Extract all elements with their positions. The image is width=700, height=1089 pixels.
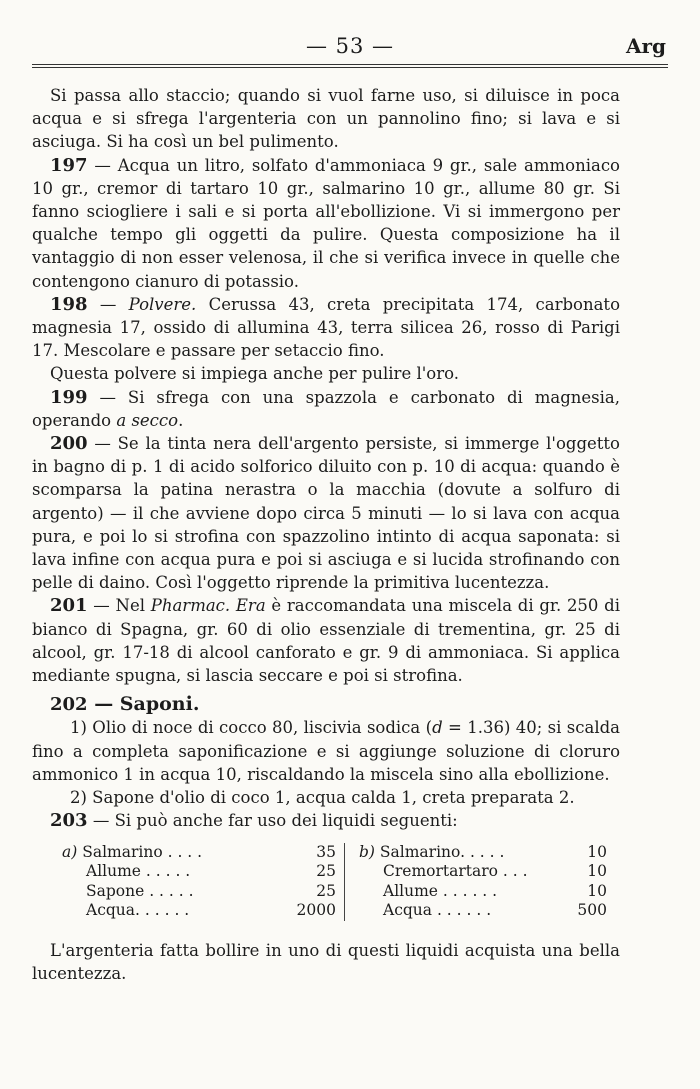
entry-text: — Si sfrega con una spazzola e carbonato di magnesia, operando — [32, 387, 620, 430]
soap-item-1 — [32, 716, 620, 786]
item-text: 1) Olio di noce di cocco 80, liscivia sodica ( — [70, 718, 433, 738]
page-header — [32, 30, 668, 64]
entry-200 — [32, 432, 620, 594]
density-symbol: d — [432, 718, 443, 738]
ingredient-value: 25 — [316, 862, 336, 880]
item-text: = 1.36) 40; si scalda fino a completa saponificazione e si aggiunge soluzione di cloruro ammonico 1 in acqua 10, riscaldando la miscela sino alla ebollizione. — [32, 718, 621, 784]
recipe-row — [359, 882, 607, 902]
recipe-row — [62, 843, 336, 863]
entry-199 — [32, 386, 620, 432]
entry-number: 199 — [50, 386, 88, 408]
ingredient-name: Salmarino — [82, 842, 163, 861]
entry-text: — Si può anche far uso dei liquidi seguenti: — [87, 811, 458, 831]
recipe-row — [62, 882, 336, 902]
ingredient-name: Allume — [86, 862, 141, 880]
ingredient-value: 25 — [316, 881, 336, 900]
leader-dots: . . . . . . — [437, 881, 498, 900]
entry-title: Polvere. — [128, 294, 197, 314]
running-head: Arg — [625, 34, 666, 58]
entry-emphasis: Pharmac. Era — [150, 596, 266, 616]
header-rule — [32, 64, 668, 65]
entry-pre: — Nel — [87, 596, 151, 616]
leader-dots: . . . . . . — [432, 901, 492, 919]
entry-number: 198 — [50, 293, 88, 315]
ingredient-name: Salmarino — [379, 842, 461, 861]
ingredient-name: Acqua — [86, 901, 136, 919]
recipe-row — [359, 862, 607, 882]
section-title: — Saponi. — [87, 693, 200, 716]
ingredient-name: Acqua — [383, 901, 433, 919]
soap-item-2: 2) Sapone d'olio di coco 1, acqua calda 1, creta preparata 2. — [70, 788, 575, 808]
entry-197 — [32, 154, 620, 293]
recipe-label: b) — [359, 842, 375, 861]
leader-dots: . . . . . . — [135, 901, 190, 919]
page-number: — 53 — — [305, 34, 395, 58]
ingredient-name: Sapone — [86, 881, 145, 900]
entry-dash: — — [87, 294, 129, 314]
entry-number: 201 — [50, 595, 88, 617]
ingredient-name: Allume — [383, 881, 438, 900]
recipe-row — [62, 901, 336, 921]
entry-202-heading — [32, 693, 620, 716]
recipe-row — [359, 843, 607, 863]
entry-end: . — [178, 410, 184, 430]
soap-items — [32, 716, 620, 809]
leader-dots: . . . . . — [140, 862, 191, 880]
entry-number: 203 — [50, 810, 88, 832]
entry-number: 197 — [50, 154, 88, 176]
ingredient-value: 35 — [316, 842, 336, 861]
recipe-label: a) — [62, 842, 78, 861]
ingredient-value: 10 — [587, 862, 607, 880]
entry-201 — [32, 594, 620, 687]
recipe-row — [62, 862, 336, 882]
entry-198 — [32, 293, 620, 363]
recipe-table — [62, 843, 607, 921]
entry-emphasis: a secco — [116, 410, 179, 430]
ingredient-name: Cremortartaro — [383, 862, 498, 880]
header-rule-secondary — [32, 67, 668, 68]
recipe-a — [62, 843, 345, 921]
leader-dots: . . . . . — [144, 881, 194, 900]
leader-dots: . . . — [497, 862, 528, 880]
ingredient-value: 10 — [587, 842, 607, 861]
ingredient-value: 10 — [587, 881, 607, 900]
entry-text: — Acqua un litro, solfato d'ammoniaca 9 gr., sale ammoniaco 10 gr., cremor di tartaro 10 gr., salmarino 10 gr., allume 80 gr. Si fanno sciogliere i sali e si porta all'ebollizione. Vi si immergono per qualche tempo gli oggetti da pulire. Questa composizione ha il vantaggio di non esser velenosa, il che si verifica invece in quelle che contengono cianuro di potassio. — [32, 155, 620, 291]
ingredient-value: 500 — [577, 901, 607, 919]
entry-text: Cerussa 43, creta precipitata 174, carbonato magnesia 17, ossido di allumina 43, terra silicea 26, rosso di Parigi 17. Mescolare e passare per setaccio fino. — [32, 294, 621, 361]
page-body — [32, 84, 620, 985]
ingredient-value: 2000 — [296, 901, 336, 919]
entry-198-note: Questa polvere si impiega anche per pulire l'oro. — [50, 364, 459, 384]
recipe-b — [345, 843, 608, 921]
entry-text: è raccomandata una miscela di gr. 250 di bianco di Spagna, gr. 60 di olio essenziale di trementina, gr. 25 di alcool, gr. 17-18 di alcool canforato e gr. 9 di ammoniaca. Si applica mediante spugna, si lascia seccare e poi si strofina. — [32, 596, 620, 686]
entry-number: 200 — [50, 433, 88, 455]
closing-paragraph: L'argenteria fatta bollire in uno di questi liquidi acquista una bella lucentezza. — [32, 940, 620, 983]
recipe-row — [359, 901, 607, 921]
leader-dots: . . . . — [162, 842, 203, 861]
intro-paragraph: Si passa allo staccio; quando si vuol farne uso, si diluisce in poca acqua e si sfrega l'argenteria con un pannolino fino; si lava e si asciuga. Si ha così un bel pulimento. — [32, 86, 620, 152]
leader-dots: . . . . . — [460, 842, 505, 861]
entry-text: — Se la tinta nera dell'argento persiste, si immerge l'oggetto in bagno di p. 1 di acido solforico diluito con p. 10 di acqua: quando è scomparsa la patina nerastra o la macchia (dovute a solfuro di argento) — il che avviene dopo circa 5 minuti — lo si lava con acqua pura, e poi lo si strofina con spazzolino intinto di acqua saponata: si lava infine con acqua pura e poi si asciuga e si lucida strofinando con pelle di daino. Così l'oggetto riprende la primitiva lucentezza. — [32, 434, 620, 593]
entry-203 — [32, 809, 620, 832]
entry-number: 202 — [50, 694, 88, 716]
